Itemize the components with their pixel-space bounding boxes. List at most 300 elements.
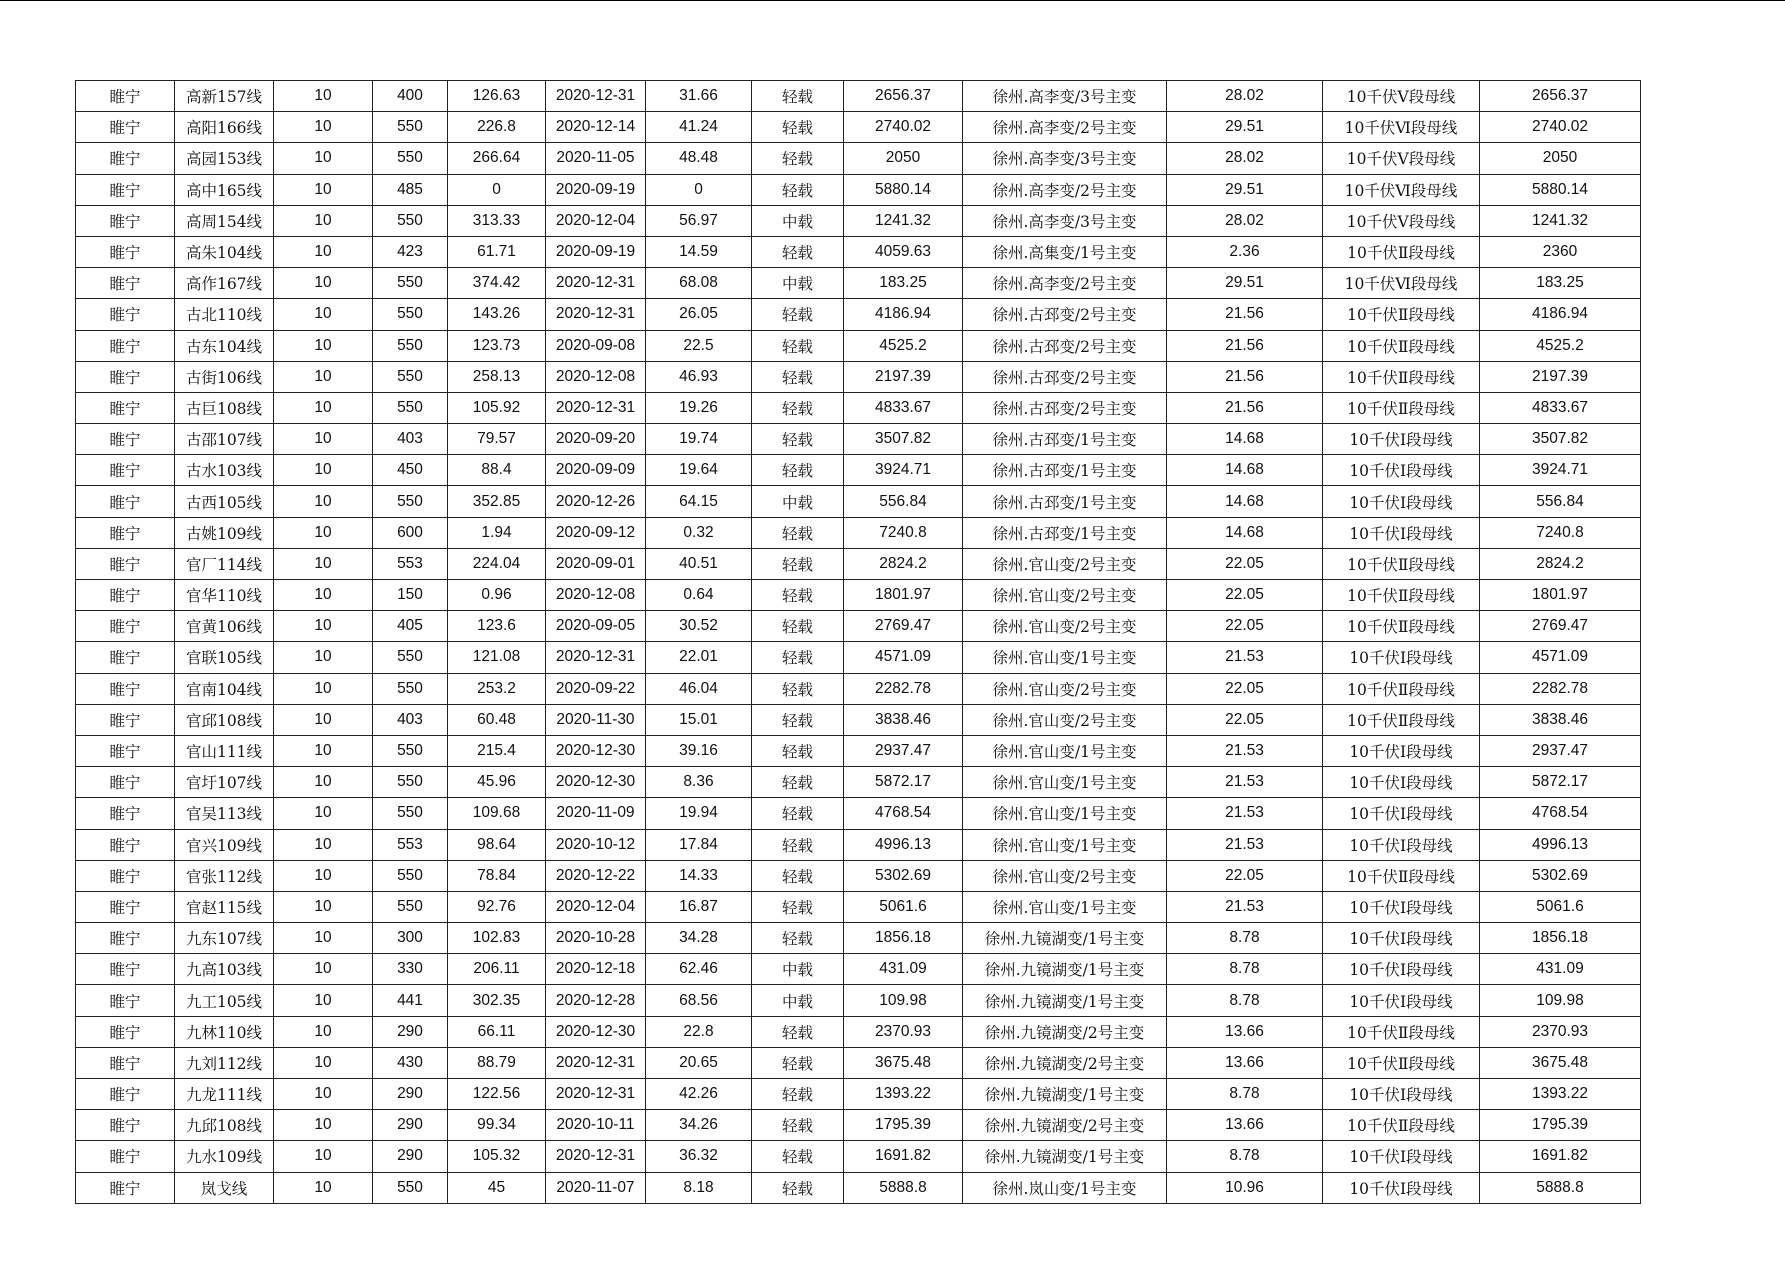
capacity-cell: 290: [373, 1016, 448, 1047]
table-row: [76, 829, 1641, 860]
load-cell: 253.2: [448, 673, 546, 704]
county-cell: 睢宁: [76, 1141, 175, 1172]
load-rate-cell: 14.33: [646, 860, 752, 891]
line-name-cell: 九邱108线: [175, 1110, 274, 1141]
remaining-capacity-cell: 5880.14: [1480, 174, 1641, 205]
transformer-load-cell: 2.36: [1167, 236, 1323, 267]
voltage-cell: 10: [274, 392, 373, 423]
line-name-cell: 官圩107线: [175, 767, 274, 798]
transformer-load-cell: 22.05: [1167, 673, 1323, 704]
table-body: [76, 81, 1641, 1204]
capacity-cell: 550: [373, 299, 448, 330]
load-cell: 92.76: [448, 891, 546, 922]
line-name-cell: 高朱104线: [175, 236, 274, 267]
table-row: [76, 1047, 1641, 1078]
available-capacity-cell: 5880.14: [844, 174, 963, 205]
line-name-cell: 岚戈线: [175, 1172, 274, 1203]
capacity-cell: 423: [373, 236, 448, 267]
load-rate-cell: 62.46: [646, 954, 752, 985]
load-cell: 66.11: [448, 1016, 546, 1047]
voltage-cell: 10: [274, 424, 373, 455]
busbar-cell: 10千伏Ⅱ段母线: [1323, 330, 1480, 361]
capacity-cell: 150: [373, 580, 448, 611]
date-cell: 2020-11-09: [546, 798, 646, 829]
busbar-cell: 10千伏Ⅱ段母线: [1323, 704, 1480, 735]
voltage-cell: 10: [274, 548, 373, 579]
line-name-cell: 官厂114线: [175, 548, 274, 579]
transformer-cell: 徐州.古邳变/1号主变: [963, 486, 1167, 517]
voltage-cell: 10: [274, 891, 373, 922]
available-capacity-cell: 109.98: [844, 985, 963, 1016]
load-status-cell: 轻载: [752, 580, 844, 611]
voltage-cell: 10: [274, 1141, 373, 1172]
table-row: [76, 81, 1641, 112]
transformer-cell: 徐州.官山变/1号主变: [963, 798, 1167, 829]
transformer-load-cell: 13.66: [1167, 1016, 1323, 1047]
table-row: [76, 174, 1641, 205]
busbar-cell: 10千伏Ⅰ段母线: [1323, 486, 1480, 517]
capacity-cell: 550: [373, 735, 448, 766]
table-row: [76, 361, 1641, 392]
load-rate-cell: 56.97: [646, 205, 752, 236]
transformer-load-cell: 8.78: [1167, 954, 1323, 985]
voltage-cell: 10: [274, 81, 373, 112]
table-row: [76, 1172, 1641, 1203]
load-status-cell: 轻载: [752, 673, 844, 704]
date-cell: 2020-12-30: [546, 1016, 646, 1047]
transformer-load-cell: 29.51: [1167, 112, 1323, 143]
transformer-cell: 徐州.官山变/1号主变: [963, 642, 1167, 673]
load-rate-cell: 68.56: [646, 985, 752, 1016]
transformer-cell: 徐州.九镜湖变/2号主变: [963, 1016, 1167, 1047]
capacity-cell: 403: [373, 704, 448, 735]
voltage-cell: 10: [274, 580, 373, 611]
table-row: [76, 392, 1641, 423]
transformer-load-cell: 29.51: [1167, 268, 1323, 299]
county-cell: 睢宁: [76, 361, 175, 392]
load-cell: 105.32: [448, 1141, 546, 1172]
line-name-cell: 官联105线: [175, 642, 274, 673]
busbar-cell: 10千伏Ⅰ段母线: [1323, 923, 1480, 954]
busbar-cell: 10千伏Ⅰ段母线: [1323, 1172, 1480, 1203]
line-name-cell: 九刘112线: [175, 1047, 274, 1078]
transformer-load-cell: 21.53: [1167, 642, 1323, 673]
load-rate-cell: 16.87: [646, 891, 752, 922]
available-capacity-cell: 2370.93: [844, 1016, 963, 1047]
voltage-cell: 10: [274, 954, 373, 985]
load-cell: 88.4: [448, 455, 546, 486]
busbar-cell: 10千伏Ⅰ段母线: [1323, 985, 1480, 1016]
available-capacity-cell: 2050: [844, 143, 963, 174]
voltage-cell: 10: [274, 1016, 373, 1047]
line-name-cell: 官黄106线: [175, 611, 274, 642]
transformer-cell: 徐州.官山变/1号主变: [963, 735, 1167, 766]
transformer-cell: 徐州.古邳变/1号主变: [963, 517, 1167, 548]
remaining-capacity-cell: 5872.17: [1480, 767, 1641, 798]
transformer-cell: 徐州.九镜湖变/1号主变: [963, 954, 1167, 985]
voltage-cell: 10: [274, 1110, 373, 1141]
capacity-cell: 300: [373, 923, 448, 954]
transformer-cell: 徐州.官山变/2号主变: [963, 860, 1167, 891]
top-rule: [0, 0, 1785, 1]
transformer-load-cell: 22.05: [1167, 704, 1323, 735]
voltage-cell: 10: [274, 985, 373, 1016]
load-rate-cell: 19.94: [646, 798, 752, 829]
capacity-cell: 550: [373, 860, 448, 891]
line-name-cell: 官吴113线: [175, 798, 274, 829]
date-cell: 2020-12-31: [546, 299, 646, 330]
capacity-cell: 550: [373, 1172, 448, 1203]
load-rate-cell: 46.04: [646, 673, 752, 704]
transformer-load-cell: 29.51: [1167, 174, 1323, 205]
load-cell: 88.79: [448, 1047, 546, 1078]
remaining-capacity-cell: 4571.09: [1480, 642, 1641, 673]
line-name-cell: 古水103线: [175, 455, 274, 486]
capacity-cell: 550: [373, 392, 448, 423]
date-cell: 2020-12-31: [546, 268, 646, 299]
date-cell: 2020-09-09: [546, 455, 646, 486]
line-name-cell: 九水109线: [175, 1141, 274, 1172]
available-capacity-cell: 5872.17: [844, 767, 963, 798]
date-cell: 2020-09-22: [546, 673, 646, 704]
date-cell: 2020-11-30: [546, 704, 646, 735]
transformer-cell: 徐州.官山变/2号主变: [963, 611, 1167, 642]
county-cell: 睢宁: [76, 580, 175, 611]
county-cell: 睢宁: [76, 673, 175, 704]
load-status-cell: 轻载: [752, 1016, 844, 1047]
available-capacity-cell: 5302.69: [844, 860, 963, 891]
county-cell: 睢宁: [76, 1016, 175, 1047]
load-rate-cell: 31.66: [646, 81, 752, 112]
available-capacity-cell: 2769.47: [844, 611, 963, 642]
load-rate-cell: 48.48: [646, 143, 752, 174]
load-rate-cell: 19.64: [646, 455, 752, 486]
county-cell: 睢宁: [76, 205, 175, 236]
available-capacity-cell: 1801.97: [844, 580, 963, 611]
load-rate-cell: 40.51: [646, 548, 752, 579]
date-cell: 2020-12-04: [546, 205, 646, 236]
remaining-capacity-cell: 4833.67: [1480, 392, 1641, 423]
load-rate-cell: 14.59: [646, 236, 752, 267]
line-name-cell: 高新157线: [175, 81, 274, 112]
county-cell: 睢宁: [76, 1047, 175, 1078]
available-capacity-cell: 5061.6: [844, 891, 963, 922]
load-cell: 105.92: [448, 392, 546, 423]
voltage-cell: 10: [274, 361, 373, 392]
load-rate-cell: 39.16: [646, 735, 752, 766]
load-status-cell: 轻载: [752, 611, 844, 642]
table-row: [76, 642, 1641, 673]
remaining-capacity-cell: 431.09: [1480, 954, 1641, 985]
available-capacity-cell: 2656.37: [844, 81, 963, 112]
date-cell: 2020-10-28: [546, 923, 646, 954]
transformer-load-cell: 8.78: [1167, 923, 1323, 954]
remaining-capacity-cell: 2656.37: [1480, 81, 1641, 112]
load-cell: 122.56: [448, 1079, 546, 1110]
load-cell: 0: [448, 174, 546, 205]
remaining-capacity-cell: 3507.82: [1480, 424, 1641, 455]
transformer-cell: 徐州.九镜湖变/2号主变: [963, 1110, 1167, 1141]
available-capacity-cell: 1241.32: [844, 205, 963, 236]
table-row: [76, 1079, 1641, 1110]
line-name-cell: 古邵107线: [175, 424, 274, 455]
load-cell: 352.85: [448, 486, 546, 517]
line-name-cell: 九高103线: [175, 954, 274, 985]
capacity-cell: 400: [373, 81, 448, 112]
load-cell: 45: [448, 1172, 546, 1203]
voltage-cell: 10: [274, 205, 373, 236]
table-row: [76, 299, 1641, 330]
load-cell: 121.08: [448, 642, 546, 673]
available-capacity-cell: 556.84: [844, 486, 963, 517]
busbar-cell: 10千伏Ⅰ段母线: [1323, 1141, 1480, 1172]
busbar-cell: 10千伏Ⅰ段母线: [1323, 424, 1480, 455]
load-cell: 313.33: [448, 205, 546, 236]
available-capacity-cell: 1393.22: [844, 1079, 963, 1110]
date-cell: 2020-11-07: [546, 1172, 646, 1203]
voltage-cell: 10: [274, 517, 373, 548]
county-cell: 睢宁: [76, 299, 175, 330]
load-rate-cell: 26.05: [646, 299, 752, 330]
busbar-cell: 10千伏Ⅱ段母线: [1323, 673, 1480, 704]
date-cell: 2020-09-05: [546, 611, 646, 642]
date-cell: 2020-12-22: [546, 860, 646, 891]
busbar-cell: 10千伏Ⅰ段母线: [1323, 954, 1480, 985]
busbar-cell: 10千伏Ⅱ段母线: [1323, 1110, 1480, 1141]
available-capacity-cell: 3507.82: [844, 424, 963, 455]
busbar-cell: 10千伏Ⅰ段母线: [1323, 517, 1480, 548]
table-row: [76, 891, 1641, 922]
county-cell: 睢宁: [76, 985, 175, 1016]
capacity-cell: 550: [373, 361, 448, 392]
load-status-cell: 轻载: [752, 1172, 844, 1203]
load-status-cell: 轻载: [752, 642, 844, 673]
remaining-capacity-cell: 1856.18: [1480, 923, 1641, 954]
load-cell: 215.4: [448, 735, 546, 766]
busbar-cell: 10千伏Ⅰ段母线: [1323, 735, 1480, 766]
line-name-cell: 官赵115线: [175, 891, 274, 922]
capacity-cell: 403: [373, 424, 448, 455]
date-cell: 2020-09-19: [546, 236, 646, 267]
load-cell: 126.63: [448, 81, 546, 112]
voltage-cell: 10: [274, 923, 373, 954]
feeder-load-table: [75, 80, 1641, 1204]
capacity-cell: 550: [373, 268, 448, 299]
load-rate-cell: 42.26: [646, 1079, 752, 1110]
remaining-capacity-cell: 1393.22: [1480, 1079, 1641, 1110]
load-cell: 109.68: [448, 798, 546, 829]
county-cell: 睢宁: [76, 143, 175, 174]
load-cell: 1.94: [448, 517, 546, 548]
line-name-cell: 高中165线: [175, 174, 274, 205]
table-row: [76, 954, 1641, 985]
remaining-capacity-cell: 556.84: [1480, 486, 1641, 517]
load-rate-cell: 22.01: [646, 642, 752, 673]
busbar-cell: 10千伏Ⅰ段母线: [1323, 829, 1480, 860]
load-status-cell: 轻载: [752, 891, 844, 922]
transformer-cell: 徐州.高李变/3号主变: [963, 205, 1167, 236]
load-status-cell: 轻载: [752, 860, 844, 891]
load-status-cell: 中载: [752, 205, 844, 236]
capacity-cell: 553: [373, 548, 448, 579]
table-row: [76, 236, 1641, 267]
table-row: [76, 985, 1641, 1016]
table-row: [76, 580, 1641, 611]
county-cell: 睢宁: [76, 1110, 175, 1141]
table-row: [76, 673, 1641, 704]
busbar-cell: 10千伏Ⅱ段母线: [1323, 1016, 1480, 1047]
load-status-cell: 轻载: [752, 704, 844, 735]
voltage-cell: 10: [274, 673, 373, 704]
load-status-cell: 中载: [752, 486, 844, 517]
transformer-load-cell: 13.66: [1167, 1047, 1323, 1078]
capacity-cell: 550: [373, 673, 448, 704]
line-name-cell: 高周154线: [175, 205, 274, 236]
transformer-load-cell: 8.78: [1167, 1141, 1323, 1172]
table-row: [76, 455, 1641, 486]
transformer-cell: 徐州.高李变/2号主变: [963, 112, 1167, 143]
date-cell: 2020-09-01: [546, 548, 646, 579]
line-name-cell: 九东107线: [175, 923, 274, 954]
busbar-cell: 10千伏Ⅱ段母线: [1323, 299, 1480, 330]
load-rate-cell: 19.26: [646, 392, 752, 423]
load-cell: 226.8: [448, 112, 546, 143]
transformer-load-cell: 28.02: [1167, 143, 1323, 174]
available-capacity-cell: 2937.47: [844, 735, 963, 766]
county-cell: 睢宁: [76, 174, 175, 205]
available-capacity-cell: 183.25: [844, 268, 963, 299]
available-capacity-cell: 431.09: [844, 954, 963, 985]
available-capacity-cell: 2197.39: [844, 361, 963, 392]
transformer-cell: 徐州.官山变/1号主变: [963, 829, 1167, 860]
county-cell: 睢宁: [76, 954, 175, 985]
remaining-capacity-cell: 2370.93: [1480, 1016, 1641, 1047]
date-cell: 2020-12-31: [546, 1141, 646, 1172]
remaining-capacity-cell: 3675.48: [1480, 1047, 1641, 1078]
capacity-cell: 550: [373, 767, 448, 798]
available-capacity-cell: 3924.71: [844, 455, 963, 486]
date-cell: 2020-12-04: [546, 891, 646, 922]
line-name-cell: 九龙111线: [175, 1079, 274, 1110]
busbar-cell: 10千伏Ⅱ段母线: [1323, 580, 1480, 611]
table-row: [76, 1016, 1641, 1047]
county-cell: 睢宁: [76, 735, 175, 766]
voltage-cell: 10: [274, 611, 373, 642]
transformer-cell: 徐州.九镜湖变/1号主变: [963, 923, 1167, 954]
date-cell: 2020-12-14: [546, 112, 646, 143]
line-name-cell: 官张112线: [175, 860, 274, 891]
line-name-cell: 古东104线: [175, 330, 274, 361]
voltage-cell: 10: [274, 143, 373, 174]
busbar-cell: 10千伏Ⅱ段母线: [1323, 548, 1480, 579]
voltage-cell: 10: [274, 174, 373, 205]
busbar-cell: 10千伏Ⅱ段母线: [1323, 361, 1480, 392]
line-name-cell: 高作167线: [175, 268, 274, 299]
transformer-cell: 徐州.高李变/2号主变: [963, 268, 1167, 299]
county-cell: 睢宁: [76, 455, 175, 486]
date-cell: 2020-09-08: [546, 330, 646, 361]
busbar-cell: 10千伏Ⅰ段母线: [1323, 455, 1480, 486]
line-name-cell: 高园153线: [175, 143, 274, 174]
busbar-cell: 10千伏Ⅱ段母线: [1323, 611, 1480, 642]
voltage-cell: 10: [274, 268, 373, 299]
remaining-capacity-cell: 1691.82: [1480, 1141, 1641, 1172]
date-cell: 2020-12-26: [546, 486, 646, 517]
transformer-load-cell: 14.68: [1167, 424, 1323, 455]
table-row: [76, 1110, 1641, 1141]
load-rate-cell: 15.01: [646, 704, 752, 735]
load-cell: 61.71: [448, 236, 546, 267]
capacity-cell: 553: [373, 829, 448, 860]
load-cell: 143.26: [448, 299, 546, 330]
load-status-cell: 轻载: [752, 455, 844, 486]
load-status-cell: 轻载: [752, 392, 844, 423]
busbar-cell: 10千伏Ⅰ段母线: [1323, 642, 1480, 673]
county-cell: 睢宁: [76, 392, 175, 423]
transformer-cell: 徐州.九镜湖变/1号主变: [963, 1141, 1167, 1172]
table-row: [76, 923, 1641, 954]
load-cell: 302.35: [448, 985, 546, 1016]
transformer-load-cell: 8.78: [1167, 1079, 1323, 1110]
capacity-cell: 290: [373, 1110, 448, 1141]
transformer-cell: 徐州.官山变/1号主变: [963, 767, 1167, 798]
capacity-cell: 450: [373, 455, 448, 486]
busbar-cell: 10千伏Ⅰ段母线: [1323, 891, 1480, 922]
capacity-cell: 550: [373, 891, 448, 922]
county-cell: 睢宁: [76, 517, 175, 548]
line-name-cell: 官邱108线: [175, 704, 274, 735]
load-status-cell: 轻载: [752, 112, 844, 143]
table-row: [76, 205, 1641, 236]
voltage-cell: 10: [274, 798, 373, 829]
capacity-cell: 550: [373, 798, 448, 829]
voltage-cell: 10: [274, 236, 373, 267]
load-rate-cell: 22.8: [646, 1016, 752, 1047]
capacity-cell: 550: [373, 143, 448, 174]
table-row: [76, 860, 1641, 891]
table-row: [76, 330, 1641, 361]
busbar-cell: 10千伏Ⅵ段母线: [1323, 174, 1480, 205]
transformer-cell: 徐州.高李变/2号主变: [963, 174, 1167, 205]
line-name-cell: 官山111线: [175, 735, 274, 766]
date-cell: 2020-10-11: [546, 1110, 646, 1141]
date-cell: 2020-12-28: [546, 985, 646, 1016]
load-rate-cell: 20.65: [646, 1047, 752, 1078]
table-row: [76, 704, 1641, 735]
load-rate-cell: 30.52: [646, 611, 752, 642]
busbar-cell: 10千伏Ⅰ段母线: [1323, 798, 1480, 829]
county-cell: 睢宁: [76, 860, 175, 891]
available-capacity-cell: 2282.78: [844, 673, 963, 704]
county-cell: 睢宁: [76, 923, 175, 954]
transformer-load-cell: 21.53: [1167, 735, 1323, 766]
remaining-capacity-cell: 1801.97: [1480, 580, 1641, 611]
transformer-load-cell: 21.56: [1167, 361, 1323, 392]
table-row: [76, 611, 1641, 642]
date-cell: 2020-12-31: [546, 1047, 646, 1078]
load-status-cell: 轻载: [752, 767, 844, 798]
load-rate-cell: 8.18: [646, 1172, 752, 1203]
voltage-cell: 10: [274, 486, 373, 517]
load-status-cell: 轻载: [752, 517, 844, 548]
table-row: [76, 112, 1641, 143]
capacity-cell: 550: [373, 205, 448, 236]
remaining-capacity-cell: 109.98: [1480, 985, 1641, 1016]
date-cell: 2020-09-19: [546, 174, 646, 205]
county-cell: 睢宁: [76, 81, 175, 112]
load-rate-cell: 64.15: [646, 486, 752, 517]
remaining-capacity-cell: 2360: [1480, 236, 1641, 267]
